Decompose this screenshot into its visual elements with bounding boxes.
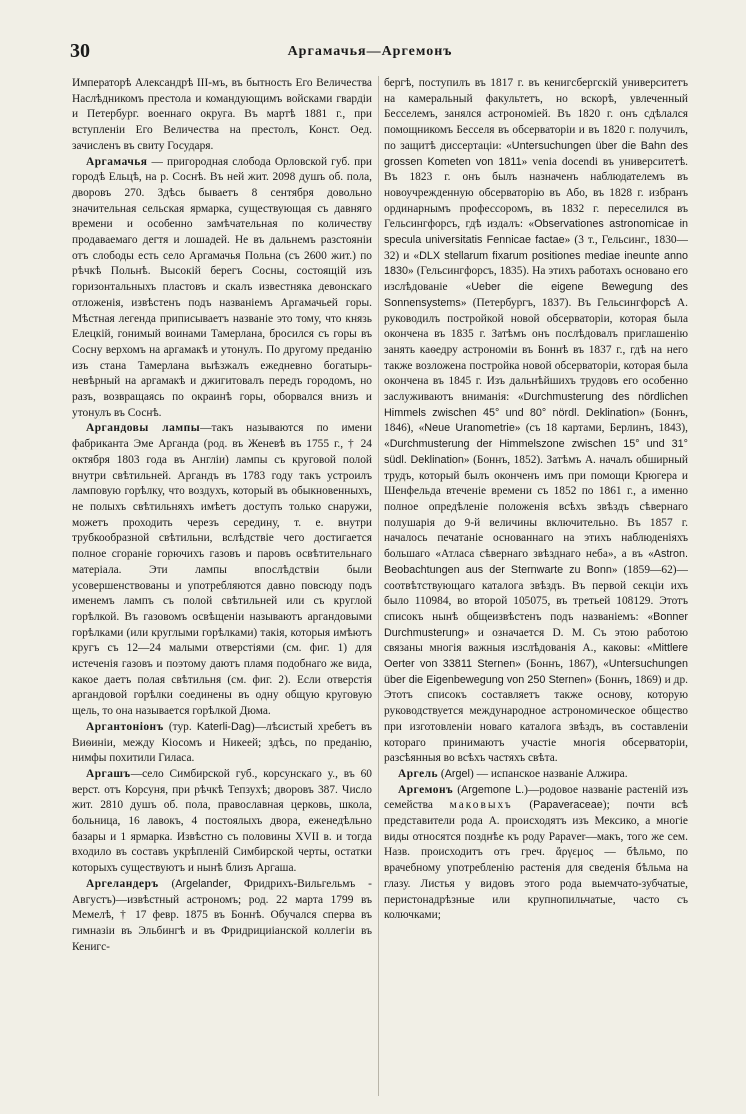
entry-text: » venia docendi въ университетѣ. Въ 1823 г. онъ былъ назначенъ наблюдателемъ въ новоучрежденную обсерваторію въ Або, въ 1828 г. избранъ ординарнымъ профессоромъ, въ 1832 г. переселился въ Гельсингфорсъ, гдѣ издалъ: « <box>384 155 688 231</box>
entry-text: » (3 т., Гельсинг., 1830—32) и « <box>384 234 688 262</box>
left-column <box>72 76 372 1096</box>
latin-title: Bonner Durchmusterung <box>384 610 688 639</box>
headword: Аргамачья <box>86 155 148 168</box>
entry-text: » (Боннъ, 1867), « <box>515 658 609 671</box>
latin-title: Untersuchungen über die Eigenbewegung von 250 Sternen <box>384 658 688 686</box>
entry-text: )—лѣсистый хребетъ въ Виѳиніи, между Кіосомъ и Никеей; здѣсь, по преданію, нимфы похитили Гиласа. <box>72 720 372 765</box>
continued-paragraph: Императорѣ Александрѣ III-мъ, въ бытность Его Величества Наслѣдникомъ престола и командующимъ войсками гвардіи и Петербург. военнаго округа. Въ мартѣ 1881 г., при вступленіи Его Величества на престолъ, Конст. Оед. зачисленъ въ свиту Государя. <box>72 77 372 152</box>
latin-term: Argemone L. <box>461 783 525 796</box>
entry-text: —село Симбирской губ., корсунскаго у., въ 60 верст. отъ Корсуня, при рѣчкѣ Тепзухѣ; дворовъ 387. Число жит. 2810 душъ об. пола, православная церковь, школа, больница, 16 лавокъ, 4 постоялыхъ двора, еженедѣльно базары и 1 ярмарка. Извѣстно съ половины XVII в. и тогда входило въ составъ укрѣпленій Симбирской черты, остатки которыхъ существуютъ и нынѣ близъ Аргаша. <box>72 767 372 875</box>
entry-text: )—родовое названіе растеній изъ семейства <box>384 783 688 812</box>
latin-title: Durchmusterung der Himmelszone zwischen 15° und 31° südl. Deklination <box>384 438 688 466</box>
latin-title: Observationes astronomicae in specula universitatis Fennicae factae <box>384 218 688 247</box>
entry-text: » (Боннъ, 1852). Затѣмъ А. началъ обширный трудъ, который былъ оконченъ имъ при помощи Крюгера и Шенфельда втеченіе времени съ 1852 по 1861 г., а именно полное опредѣленіе положенія всѣхъ звѣздъ сѣвернаго полушарія до 9-й величины включительно. Въ 1857 г. началось печатаніе основаннаго на этихъ наблюденіяхъ большаго «Атласа сѣвернаго звѣзднаго неба», а въ « <box>384 453 688 561</box>
latin-title: Ueber die eigene Bewegung des Sonnensystems <box>384 281 688 309</box>
headword: Аргемонъ <box>398 783 454 796</box>
entry-argand-lamps <box>72 421 372 719</box>
latin-title: Untersuchungen über die Bahn des grossen Kometen von 1811 <box>384 139 688 168</box>
entry-text: , Фридрихъ-Вильгельмъ - Августъ)—извѣстный астрономъ; род. 22 марта 1799 въ Мемелѣ, † 17 февр. 1875 въ Боннѣ. Обучался сперва въ гимназіи въ Эльбингѣ и въ Фридрициіанской коллегіи въ Кенигс- <box>72 877 372 953</box>
entry-text: (тур. <box>163 720 197 733</box>
entry-text: » (Боннъ, 1846), « <box>384 406 688 435</box>
latin-title: Durchmusterung des nördlichen Himmels zwischen 45° und 80° nördl. Deklination <box>384 391 688 419</box>
entry-text: » (1859—62)—соотвѣтствующаго каталога звѣздъ. Въ первой секціи ихъ было 110984, во второй 105075, въ третьей 108129. Этотъ списокъ нынѣ общеизвѣстенъ подъ названіемъ: « <box>384 563 688 623</box>
entry-argamachya <box>72 155 372 422</box>
entry-text: » (съ 18 картами, Берлинъ, 1843), « <box>384 422 688 451</box>
entry-text: ); почти всѣ представители рода А. происходятъ изъ Мексико, а многіе виды относятся позднѣе къ роду Papaver—макъ, того же сем. Назв. происходитъ отъ греч. ἄργεμος — бѣльмо, по врачебному употребленію растенія для сведенія бѣльма на глазу. Листья у видовъ этого рода выемчато-зубчатые, перистонадрѣзные или крупнопильчатые, часто съ колючками; <box>384 799 688 922</box>
latin-term: Argel <box>444 767 470 780</box>
entry-text: —такъ называются по имени фабриканта Эме Арганда (род. въ Женевѣ въ 1755 г., † 24 октября 1803 года въ Англіи) лампы съ круговой полой внутри свѣтильней. Аргандъ въ 1783 году такъ устроилъ ламповую горѣлку, что воздухъ, который въ обыкновенныхъ, не полыхъ свѣтильняхъ имѣетъ доступъ только снаружи, можетъ проходить черезъ середину, т. е. внутри трубкообразной свѣтильни, вслѣдствіе чего достигается полное сгораніе горючихъ газовъ и паровъ освѣтительнаго матеріала. Эти лампы впослѣдствіи были усовершенствованы и употребляются давно повсюду подъ именемъ лампъ съ полой свѣтильней или съ круглой горѣлкой. Въ газовомъ освѣщеніи называютъ аргандовыми горѣлками (или круглыми горѣлками) такія, которыя имѣютъ кругъ съ 12—24 малыми отверстіями (см. фиг. 1) для истеченія газовъ и поэтому даютъ пламя подобнаго же вида, какое даетъ полая свѣтильня (см. фиг. 2). Если отверстія аргандовой горѣлки соединены въ одну общую круговую щель, то она называется горѣлкой Дюма. <box>72 422 372 718</box>
entry-text: » (Гельсингфорсъ, 1835). На этихъ работахъ основано его изслѣдованіе « <box>384 265 688 294</box>
column-divider <box>378 76 379 1096</box>
entry-text: ( <box>453 783 462 796</box>
headword: Аргандовы лампы <box>86 422 201 435</box>
latin-title: DLX stellarum fixarum positiones mediae ineunte anno 1830 <box>384 249 688 278</box>
page-number: 30 <box>70 40 90 62</box>
page-header <box>70 40 670 66</box>
entry-argelander <box>72 877 372 956</box>
entry-text: ( <box>438 767 445 780</box>
entry-argemon <box>384 783 688 924</box>
spaced-term: маковыхъ <box>449 799 513 812</box>
latin-title: Astron. Beobachtungen aus der Sternwarte zu Bonn <box>384 548 688 576</box>
continued-paragraph <box>384 76 688 767</box>
entry-text: » (Петербургъ, 1837). Въ Гельсингфорсѣ А. руководилъ постройкой новой обсерваторіи, которая была окончена въ 1835 г. Затѣмъ онъ послѣдовалъ приглашенію занять каѳедру астрономіи въ Боннѣ въ 1837 г., гдѣ на него также возложена постройка новой обсерваторіи, которая была окончена въ 1845 г. Изъ дальнѣйшихъ трудовъ его особенно заслуживаютъ вниманія: « <box>384 296 688 404</box>
entry-argash <box>72 767 372 877</box>
entry-text: бергѣ, поступилъ въ 1817 г. въ кенигсбергскій университетъ на камеральный факультетъ, но вскорѣ, увлеченный Бесселемъ, занялся астрономіей. Въ 1820 г. онъ сдѣлался помощникомъ Бесселя въ обсерваторіи и въ 1820 г. получилъ, по защитѣ диссертаціи: « <box>384 77 688 152</box>
entry-text: ( <box>158 877 176 890</box>
entry-text: » и означается D. M. Съ этою работою связаны многія важныя изслѣдованія А., каковы: « <box>384 626 688 655</box>
running-head: Аргамачья—Аргемонъ <box>287 44 453 59</box>
headword: Аргантоніонъ <box>86 720 164 733</box>
latin-term: Papaveraceae <box>533 799 603 812</box>
entry-text: ) — испанское названіе Алжира. <box>469 767 628 780</box>
latin-term: Katerli-Dag <box>196 720 251 733</box>
right-column <box>384 76 688 1096</box>
latin-title: Mittlere Oerter von 33811 Sternen <box>384 642 688 671</box>
entry-argantonion <box>72 720 372 767</box>
headword: Аргель <box>398 767 439 780</box>
entry-text: » (Боннъ, 1869) и др. Этотъ списокъ составляетъ также основу, которую руководствуется международное астрономическое общество при изготовленіи новаго каталога звѣздъ, въ составленіи котораго принимаютъ участіе многія обсерваторіи, разсѣянныя во всѣхъ частяхъ свѣта. <box>384 673 688 765</box>
latin-term: Argelander <box>175 877 229 890</box>
entry-text: ( <box>512 799 534 812</box>
entry-argel <box>384 767 688 783</box>
headword: Аргашъ <box>86 767 131 780</box>
headword: Аргеландеръ <box>86 877 159 890</box>
entry-text: — пригородная слобода Орловской губ. при городѣ Ельцѣ, на р. Соснѣ. Въ ней жит. 2098 душъ об. пола, дворовъ 270. Здѣсь бываетъ 8 сентября довольно значительная сельская ярмарка, существующая съ давняго времени и особенно замѣчательная по количеству продаваемаго дегтя и лошадей. Не въ дальнемъ разстояніи отъ слободы есть село Аргамачья Польна (съ 2600 жит.) по рѣчкѣ Польнѣ. Высокій берегъ Сосны, состоящій изъ горизонтальныхъ пластовъ и скалъ известняка девонскаго отложенія, извѣстенъ подъ названіемъ Аргамачьей горы. Мѣстная легенда приписываетъ названіе это тому, что князь Елецкій, гонимый воинами Тамерлана, бросился съ горы въ Сосну верхомъ на аргамакѣ и утонулъ. По другому преданію изъ стана Тамерлана выѣзжалъ ежедневно богатырь-невѣрный на аргамакѣ и джигитовалъ передъ городомъ, но разъ, возвращаясь по окраинѣ горы, оборвался внизъ и утонулъ въ Соснѣ. <box>72 155 372 419</box>
latin-title: Neue Uranometrie <box>424 422 515 435</box>
